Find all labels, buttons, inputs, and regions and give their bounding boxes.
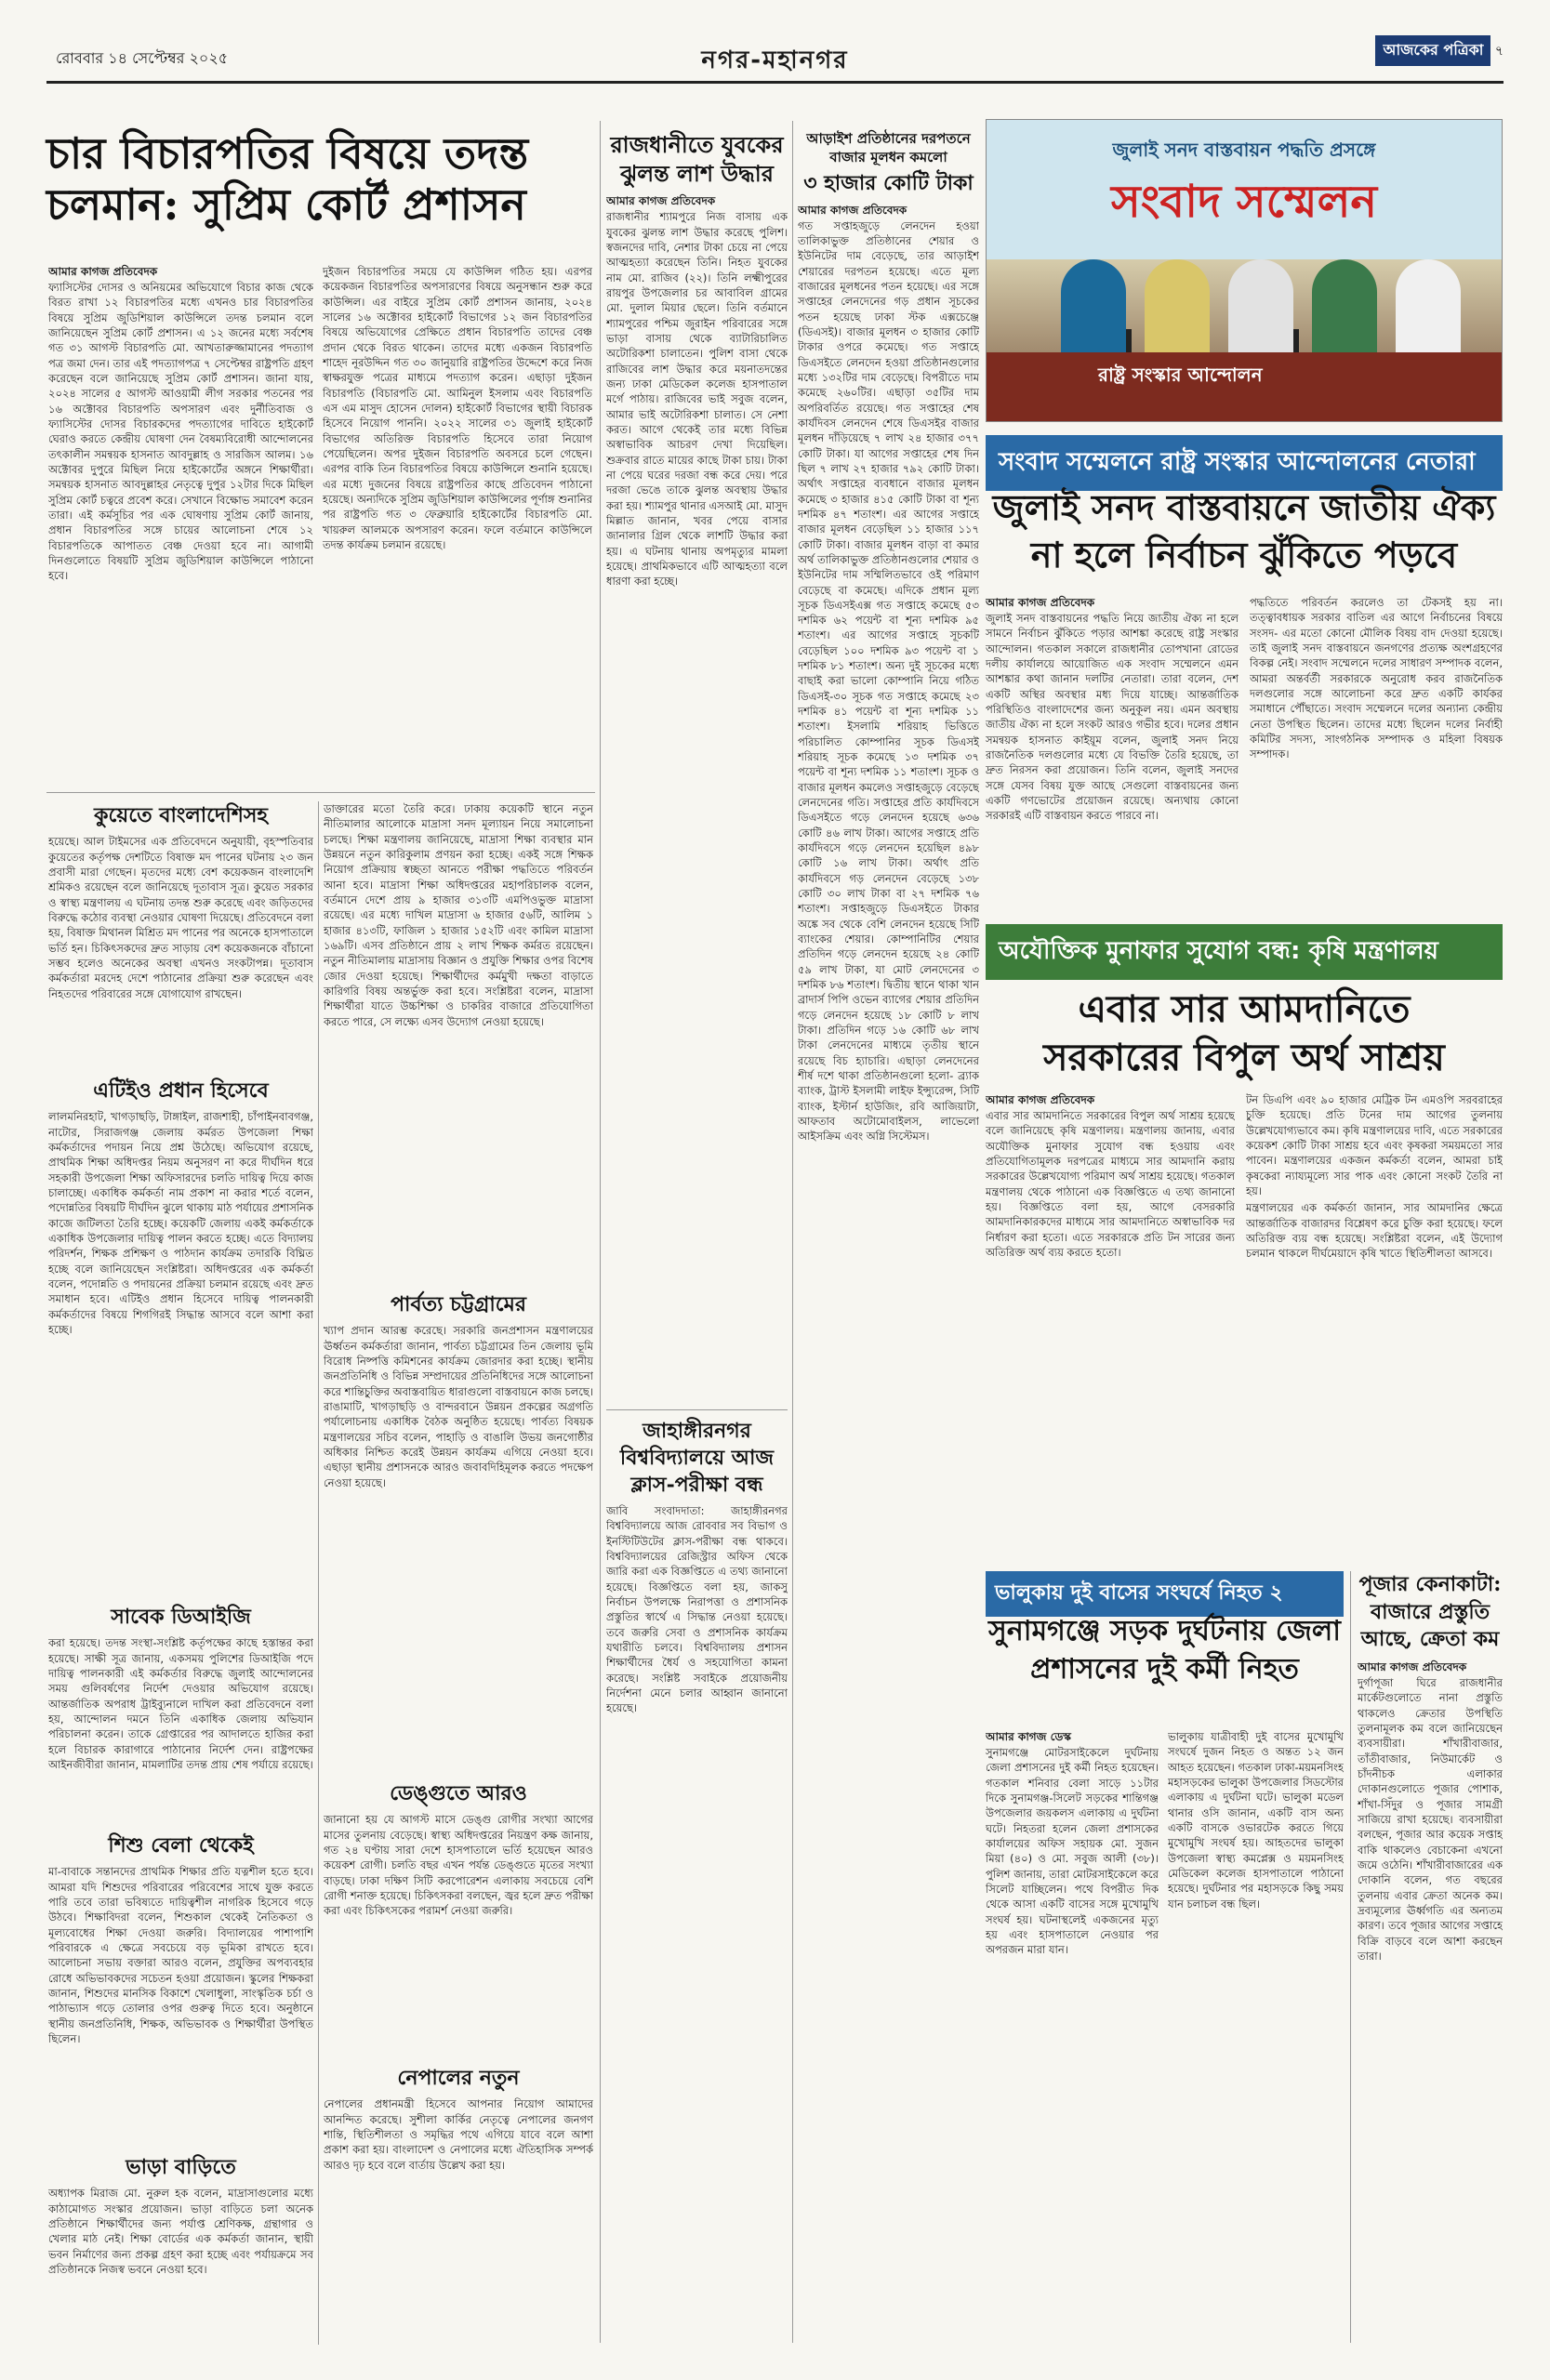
puja-story — [1358, 1659, 1503, 2310]
rent-subhead: ভাড়া বাড়িতে — [126, 2155, 236, 2179]
fertilizer-col3-text: মন্ত্রণালয়ের এক কর্মকর্তা জানান, সার আমদানির ক্ষেত্রে আন্তর্জাতিক বাজারদর বিশ্লেষণ করে চুক্তি করা হয়েছে। ফলে অতিরিক্ত ব্যয় বন্ধ হয়েছে। সংশ্লিষ্টরা বলেন, এই উদ্যোগ চলমান থাকলে দীর্ঘমেয়াদে কৃষি খাতে স্থিতিশীলতা আসবে। — [1246, 1201, 1503, 1261]
dig-subhead: সাবেক ডিআইজি — [111, 1605, 251, 1629]
col5 — [798, 130, 979, 1971]
child-subhead: শিশু বেলা থেকেই — [108, 1833, 254, 1858]
july-headline-line2: না হলে নির্বাচন ঝুঁকিতে পড়বে — [1030, 534, 1458, 576]
divider — [792, 121, 793, 2343]
dengue-body: জানানো হয় যে আগস্ট মাসে ডেঙ্গু রোগীর সংখ্যা আগের মাসের তুলনায় বেড়েছে। স্বাস্থ্য অধিদপ্তরের নিয়ন্ত্রণ কক্ষ জানায়, গত ২৪ ঘণ্টায় সারা দেশে হাসপাতালে ভর্তি হয়েছেন আরও কয়েকশ রোগী। চলতি বছর এখন পর্যন্ত ডেঙ্গুতে মৃতের সংখ্যা বাড়ছে। ঢাকা দক্ষিণ সিটি করপোরেশন এলাকায় সবচেয়ে বেশি রোগী শনাক্ত হয়েছে। চিকিৎসকরা বলছেন, জ্বর হলে দ্রুত পরীক্ষা করা এবং চিকিৎসকের পরামর্শ নেওয়া জরুরি। — [324, 1813, 593, 1918]
rent-body: অধ্যাপক মিরাজ মো. নুরুল হক বলেন, মাদ্রাসাগুলোর মধ্যে কাঠামোগত সংস্কার প্রয়োজন। ভাড়া বাড়িতে চলা অনেক প্রতিষ্ঠানে শিক্ষার্থীদের জন্য পর্যাপ্ত শ্রেণিকক্ষ, গ্রন্থাগার ও খেলার মাঠ নেই। শিক্ষা বোর্ডের এক কর্মকর্তা জানান, স্থায়ী ভবন নির্মাণের জন্য প্রকল্প গ্রহণ করা হচ্ছে এবং পর্যায়ক্রমে সব প্রতিষ্ঠানকে নিজস্ব ভবনে নেওয়া হবে। — [48, 2187, 313, 2276]
lead-col2 — [323, 264, 592, 785]
hill-body: খ্যাপ প্রদান আরম্ভ করেছে। সরকারি জনপ্রশাসন মন্ত্রণালয়ের ঊর্ধ্বতন কর্মকর্তারা জানান, পার্বত্য চট্টগ্রামের তিন জেলায় ভূমি বিরোধ নিষ্পত্তি কমিশনের কার্যক্রম জোরদার করা হচ্ছে। স্থানীয় জনপ্রতিনিধি ও বিভিন্ন সম্প্রদায়ের প্রতিনিধিদের সঙ্গে আলোচনা করে শান্তিচুক্তির অবাস্তবায়িত ধারাগুলো বাস্তবায়নে কাজ চলছে। রাঙামাটি, খাগড়াছড়ি ও বান্দরবানে উন্নয়ন প্রকল্পের অগ্রগতি পর্যালোচনায় একাধিক বৈঠক অনুষ্ঠিত হয়েছে। পার্বত্য বিষয়ক মন্ত্রণালয়ের সচিব বলেন, পাহাড়ি ও বাঙালি উভয় জনগোষ্ঠীর অধিকার নিশ্চিত করেই উন্নয়ন কার্যক্রম এগিয়ে নেওয়া হবে। এছাড়া স্থানীয় প্রশাসনকে আরও জবাবদিহিমূলক করতে পদক্ষেপ নেওয়া হয়েছে। — [324, 1324, 593, 1489]
bus-col1-text: সুনামগঞ্জে মোটরসাইকেলে দুর্ঘটনায় জেলা প্রশাসনের দুই কর্মী নিহত হয়েছেন। গতকাল শনিবার বেলা সাড়ে ১১টার দিকে সুনামগঞ্জ-সিলেট সড়কের শান্তিগঞ্জ উপজেলার জয়কলস এলাকায় এ দুর্ঘটনা ঘটে। নিহতরা হলেন জেলা প্রশাসকের কার্যালয়ের অফিস সহায়ক মো. সুজন মিয়া (৪০) ও মো. সবুজ আলী (৩৮)। পুলিশ জানায়, তারা মোটরসাইকেলে করে সিলেট যাচ্ছিলেন। পথে বিপরীত দিক থেকে আসা একটি বাসের সঙ্গে মুখোমুখি সংঘর্ষ হয়। ঘটনাস্থলেই একজনের মৃত্যু হয় এবং হাসপাতালে নেওয়ার পর অপরজন মারা যান। — [986, 1746, 1159, 1957]
market-byline: আমার কাগজ প্রতিবেদক — [798, 203, 907, 217]
market-kicker: আড়াইশ প্রতিষ্ঠানের দরপতনে বাজার মূলধন কমলো — [806, 130, 971, 165]
hanging-body: রাজধানীর শ্যামপুরে নিজ বাসায় এক যুবকের ঝুলন্ত লাশ উদ্ধার করেছে পুলিশ। স্বজনদের দাবি, নেশার টাকা চেয়ে না পেয়ে আত্মহত্যা করেছেন তিনি। নিহত যুবকের নাম মো. রাজিব (২২)। তিনি লক্ষ্মীপুরের রায়পুর উপজেলার চর আবাবিল গ্রামের মো. দুলাল মিয়ার ছেলে। তিনি বর্তমানে শ্যামপুরের পশ্চিম জুরাইন পরিবারের সঙ্গে ভাড়া বাসায় থেকে ব্যাটারিচালিত অটোরিকশা চালাতেন। পুলিশ বাসা থেকে রাজিবের লাশ উদ্ধার করে ময়নাতদন্তের জন্য ঢাকা মেডিকেল কলেজ হাসপাতাল মর্গে পাঠায়। রাজিবের ভাই সবুজ বলেন, আমার ভাই অটোরিকশা চালাত। সে নেশা করত। আগে থেকেই তার মধ্যে বিভিন্ন অস্বাভাবিক আচরণ দেখা দিয়েছিল। শুক্রবার রাতে মায়ের কাছে টাকা চায়। টাকা না পেয়ে ঘরের দরজা বন্ধ করে দেয়। পরে দরজা ভেঙে তাকে ঝুলন্ত অবস্থায় উদ্ধার করা হয়। শ্যামপুর থানার এসআই মো. মাসুদ মিল্লাত জানান, খবর পেয়ে বাসার জানালার গ্রিল থেকে লাশটি উদ্ধার করা হয়। এ ঘটনায় থানায় অপমৃত্যুর মামলা হয়েছে। প্রাথমিকভাবে এটি আত্মহত্যা বলে ধারণা করা হচ্ছে। — [606, 210, 788, 588]
kuwait-subhead: কুয়েতে বাংলাদেশিসহ — [94, 803, 268, 827]
issue-date: রোববার ১৪ সেপ্টেম্বর ২০২৫ — [56, 49, 229, 67]
section-title: নগর-মহানগর — [701, 46, 849, 74]
fertilizer-byline: আমার কাগজ প্রতিবেদক — [986, 1093, 1095, 1106]
fertilizer-col1-text: এবার সার আমদানিতে সরকারের বিপুল অর্থ সাশ্রয় হয়েছে বলে জানিয়েছে কৃষি মন্ত্রণালয়। মন্ত্রণালয় জানায়, এবার অযৌক্তিক মুনাফার সুযোগ বন্ধ হওয়ায় এবং প্রতিযোগিতামূলক দরপত্রের মাধ্যমে সার আমদানি করায় সরকারের উল্লেখযোগ্য পরিমাণ অর্থ সাশ্রয় হয়েছে। গতকাল মন্ত্রণালয় থেকে পাঠানো এক বিজ্ঞপ্তিতে এ তথ্য জানানো হয়। বিজ্ঞপ্তিতে বলা হয়, আগে বেসরকারি আমদানিকারকদের মাধ্যমে সার আমদানিতে অস্বাভাবিক দর নির্ধারণ করা হতো। এতে সরকারকে প্রতি টন সারের জন্য অতিরিক্ত অর্থ ব্যয় করতে হতো। — [986, 1109, 1235, 1259]
dengue-subhead: ডেঙ্গুতে আরও — [390, 1781, 527, 1805]
market-body: গত সপ্তাহজুড়ে লেনদেন হওয়া তালিকাভুক্ত প্রতিষ্ঠানের শেয়ার ও ইউনিটের দাম বেড়েছে, তার আড়াইশ শেয়ারের দরপতন হয়েছে। এতে মূল্য বাজারের মূলধনের পতন হয়েছে। এর সঙ্গে সপ্তাহের লেনদেনের গড় প্রধান সূচকের পতন হয়েছে ঢাকা স্টক এক্সচেঞ্জে (ডিএসই)। বাজার মূলধন ৩ হাজার কোটি টাকার ওপরে কমেছে। গত সপ্তাহে ডিএসইতে লেনদেন হওয়া প্রতিষ্ঠানগুলোর মধ্যে ১৩২টির দাম বেড়েছে। বিপরীতে দাম কমেছে ২৬০টির। এছাড়া ৩৫টির দাম অপরিবর্তিত রয়েছে। গত সপ্তাহের শেষ কার্যদিবস লেনদেন শেষে ডিএসইর বাজার মূলধন দাঁড়িয়েছে ৭ লাখ ২৪ হাজার ৩৭৭ কোটি টাকা। যা আগের সপ্তাহের শেষ দিন ছিল ৭ লাখ ২৭ হাজার ৭৯২ কোটি টাকা। অর্থাৎ সপ্তাহের ব্যবধানে বাজার মূলধন কমেছে ৩ হাজার ৪১৫ কোটি টাকা বা শূন্য দশমিক ৪৭ শতাংশ। এর আগের সপ্তাহে বাজার মূলধন বেড়েছিল ১১ হাজার ১১৭ কোটি টাকা। বাজার মূলধন বাড়া বা কমার অর্থ তালিকাভুক্ত প্রতিষ্ঠানগুলোর শেয়ার ও ইউনিটের দাম সম্মিলিতভাবে ওই পরিমাণ বেড়েছে বা কমেছে। এদিকে প্রধান মূল্য সূচক ডিএসইএক্স গত সপ্তাহে কমেছে ৫৩ দশমিক ৬২ পয়েন্ট বা শূন্য দশমিক ৯৫ শতাংশ। এর আগের সপ্তাহে সূচকটি বেড়েছিল ১০০ দশমিক ৯৩ পয়েন্ট বা ১ দশমিক ৮১ শতাংশ। অন্য দুই সূচকের মধ্যে বাছাই করা ভালো কোম্পানি নিয়ে গঠিত ডিএসই-৩০ সূচক গত সপ্তাহে কমেছে ২৩ দশমিক ৪১ পয়েন্ট বা শূন্য দশমিক ১১ শতাংশ। ইসলামি শরিয়াহ ভিত্তিতে পরিচালিত কোম্পানির সূচক ডিএসই শরিয়াহ সূচক কমেছে ১৩ দশমিক ৩৭ পয়েন্ট বা শূন্য দশমিক ১১ শতাংশ। সূচক ও বাজার মূলধন কমলেও সপ্তাহজুড়ে বেড়েছে লেনদেনের গতি। সপ্তাহের প্রতি কার্যদিবসে ডিএসইতে গড়ে লেনদেন হয়েছে ৬৩৬ কোটি ৪৬ লাখ টাকা। আগের সপ্তাহে প্রতি কার্যদিবসে গড়ে লেনদেন হয়েছিল ৪৯৮ কোটি ১৬ লাখ টাকা। অর্থাৎ প্রতি কার্যদিবসে গড় লেনদেন বেড়েছে ১৩৮ কোটি ৩০ লাখ টাকা বা ২৭ দশমিক ৭৬ শতাংশ। সপ্তাহজুড়ে ডিএসইতে টাকার অঙ্কে সব থেকে বেশি লেনদেন হয়েছে সিটি ব্যাংকের শেয়ার। কোম্পানিটির শেয়ার প্রতিদিন গড়ে লেনদেন হয়েছে ২৪ কোটি ৫৯ লাখ টাকা, যা মোট লেনদেনের ৩ দশমিক ৮৬ শতাংশ। দ্বিতীয় স্থানে থাকা খান ব্রাদার্স পিপি ওভেন ব্যাগের শেয়ার প্রতিদিন গড়ে লেনদেন হয়েছে ১৮ কোটি ৮ লাখ টাকা। প্রতিদিন গড়ে ১৬ কোটি ৬৮ লাখ টাকা লেনদেনের মাধ্যমে তৃতীয় স্থানে রয়েছে বিচ হ্যাচারি। এছাড়া লেনদেনের শীর্ষ দশে থাকা প্রতিষ্ঠানগুলো হলো- ব্র্যাক ব্যাংক, ট্রাস্ট ইসলামী লাইফ ইন্স্যুরেন্স, সিটি ব্যাংক, ইস্টার্ন হাউজিং, রবি আজিয়াটা, আফতাব অটোমোবাইলস, লাভেলো আইসক্রিম এবং অগ্নি সিস্টেমস। — [798, 218, 979, 1144]
divider — [600, 121, 601, 2343]
fertilizer-col1 — [986, 1092, 1235, 1557]
madrasa-story — [324, 801, 593, 1285]
july-col1 — [986, 595, 1239, 911]
july-byline: আমার কাগজ প্রতিবেদক — [986, 596, 1095, 609]
puja-byline: আমার কাগজ প্রতিবেদক — [1358, 1660, 1467, 1674]
page-header — [46, 28, 1504, 84]
july-banner: সংবাদ সম্মেলনে রাষ্ট্র সংস্কার আন্দোলনের নেতারা — [986, 435, 1503, 491]
lead-headline — [46, 128, 595, 231]
ateo-subhead: এটিইও প্রধান হিসেবে — [93, 1078, 269, 1103]
dengue-story — [324, 1779, 593, 2058]
dig-story — [48, 1603, 313, 1826]
lead-col1-text: ফ্যাসিস্টের দোসর ও অনিয়মের অভিযোগে বিচার কাজ থেকে বিরত রাখা ১২ বিচারপতির মধ্যে এখনও চার বিচারপতির বিষয়ে সুপ্রিম জুডিশিয়াল কাউন্সিলে তদন্ত চলমান বলে জানিয়েছেন সুপ্রিম কোর্ট প্রশাসন। এ ১২ জনের মধ্যে সর্বশেষ গত ৩১ আগস্ট বিচারপতি মো. আখতারুজ্জামানের পদত্যাগ পত্র জমা দেন। তার এই পদত্যাগপত্র ৭ সেপ্টেম্বর রাষ্ট্রপতি গ্রহণ করেছেন বলে জানিয়েছে সুপ্রিম কোর্ট প্রশাসন। জানা যায়, ২০২৪ সালের ৫ আগস্ট আওয়ামী লীগ সরকার পতনের পর ১৬ অক্টোবর বিচারপতি অপসারণ এবং দুর্নীতিবাজ ও ফ্যাসিস্টের দোসর বিচারকদের পদত্যাগের দাবিতে হাইকোর্ট ঘেরাও করতে কেন্দ্রীয় ঘোষণা দেন বৈষম্যবিরোধী আন্দোলনের তৎকালীন সমন্বয়ক হাসনাত আবদুল্লাহ ও সারজিস আলম। ১৬ অক্টোবর দুপুরে মিছিল নিয়ে হাইকোর্টের অঙ্গনে শিক্ষার্থীরা। সমন্বয়ক হাসনাত আবদুল্লাহর নেতৃত্বে দুপুর ১২টার দিকে মিছিল সুপ্রিম কোর্ট চত্বরে প্রবেশ করে। সেখানে বিক্ষোভ সমাবেশ করেন তারা। এই কর্মসূচির পর এক ঘোষণায় সুপ্রিম কোর্ট জানায়, প্রধান বিচারপতির সঙ্গে চায়ের আলোচনা শেষে ১২ বিচারপতিকে আপাতত বেঞ্চ দেওয়া হবে না। আগামী দিনগুলোতে বিষয়টি সুপ্রিম জুডিশিয়াল কাউন্সিলে পাঠানো হবে। — [48, 281, 313, 583]
fertilizer-col2-text: টন ডিএপি এবং ৯০ হাজার মেট্রিক টন এমওপি সরবরাহের চুক্তি হয়েছে। প্রতি টনের দাম আগের তুলনায় উল্লেখযোগ্যভাবে কম। কৃষি মন্ত্রণালয়ের দাবি, এতে সরকারের কয়েকশ কোটি টাকা সাশ্রয় হবে এবং কৃষকরা সময়মতো সার পাবেন। মন্ত্রণালয়ের একজন কর্মকর্তা বলেন, আমরা চাই কৃষকেরা ন্যায্যমূল্যে সার পাক এবং কোনো সংকট তৈরি না হয়। — [1246, 1093, 1503, 1197]
kuwait-text-a — [48, 801, 313, 1071]
bus-byline: আমার কাগজ ডেস্ক — [986, 1730, 1071, 1743]
market-story — [798, 203, 979, 1895]
puja-headline: পূজার কেনাকাটা: বাজারে প্রস্তুতি আছে, ক্রেতা কম — [1358, 1572, 1502, 1652]
fertilizer-headline — [986, 985, 1503, 1082]
col4 — [606, 130, 788, 2343]
dig-body: করা হয়েছে। তদন্ত সংস্থা-সংশ্লিষ্ট কর্তৃপক্ষের কাছে হস্তান্তর করা হয়েছে। সাক্ষী সূত্র জানায়, একসময় পুলিশের ডিআইজি পদে দায়িত্ব পালনকারী এই কর্মকর্তার বিরুদ্ধে জুলাই আন্দোলনের সময় গুলিবর্ষণের নির্দেশ দেওয়ার অভিযোগ রয়েছে। আন্তর্জাতিক অপরাধ ট্রাইব্যুনালে দাখিল করা প্রতিবেদনে বলা হয়, আন্দোলন দমনে তিনি একাধিক জেলায় অভিযান পরিচালনা করেন। তাকে গ্রেপ্তারের পর আদালতে হাজির করা হলে বিচারক কারাগারে পাঠানোর নির্দেশ দেন। রাষ্ট্রপক্ষের আইনজীবীরা জানান, মামলাটির তদন্ত প্রায় শেষ পর্যায়ে রয়েছে। — [48, 1636, 313, 1771]
photo-table-banner: রাষ্ট্র সংস্কার আন্দোলন — [1098, 364, 1263, 386]
hanging-byline: আমার কাগজ প্রতিবেদক — [606, 194, 716, 208]
bus-col2-text: ভালুকায় যাত্রীবাহী দুই বাসের মুখোমুখি সংঘর্ষে দুজন নিহত ও অন্তত ১২ জন আহত হয়েছেন। গতকাল ঢাকা-ময়মনসিংহ মহাসড়কের ভালুকা উপজেলার সিডস্টোর এলাকায় এ দুর্ঘটনা ঘটে। ভালুকা মডেল থানার ওসি জানান, একটি বাস অন্য একটি বাসকে ওভারটেক করতে গিয়ে মুখোমুখি সংঘর্ষ হয়। আহতদের ভালুকা উপজেলা স্বাস্থ্য কমপ্লেক্স ও ময়মনসিংহ মেডিকেল কলেজ হাসপাতালে পাঠানো হয়েছে। দুর্ঘটনার পর মহাসড়কে কিছু সময় যান চলাচল বন্ধ ছিল। — [1168, 1730, 1344, 1911]
divider — [1350, 1571, 1351, 2343]
ju-headline: জাহাঙ্গীরনগর বিশ্ববিদ্যালয়ে আজ ক্লাস-পরীক্ষা বন্ধ — [619, 1419, 775, 1497]
july-headline-line1: জুলাই সনদ বাস্তবায়নে জাতীয় ঐক্য — [992, 486, 1496, 528]
kuwait-body: হয়েছে। আল টাইমসের এক প্রতিবেদনে অনুযায়ী, বৃহস্পতিবার কুয়েতের কর্তৃপক্ষ দেশটিতে বিষাক্ত মদ পানের ঘটনায় ২৩ জন প্রবাসী মারা গেছেন। মৃতদের মধ্যে বেশ কয়েকজন বাংলাদেশি শ্রমিকও রয়েছেন বলে জানিয়েছে দূতাবাস সূত্র। কুয়েত সরকার ও স্বাস্থ্য মন্ত্রণালয় এ ঘটনায় তদন্ত শুরু করেছে এবং জড়িতদের বিরুদ্ধে কঠোর ব্যবস্থা নেওয়ার ঘোষণা দিয়েছে। প্রতিবেদনে বলা হয়, বিষাক্ত মিথানল মিশ্রিত মদ পানের পর অনেকে হাসপাতালে ভর্তি হন। চিকিৎসকদের দ্রুত সাড়ায় বেশ কয়েকজনকে বাঁচানো সম্ভব হলেও অনেকের অবস্থা এখনও সংকটাপন্ন। দূতাবাস কর্মকর্তারা মরদেহ দেশে পাঠানোর প্রক্রিয়া শুরু করেছেন এবং নিহতদের পরিবারের সঙ্গে যোগাযোগ রাখছেন। — [48, 835, 313, 1000]
fertilizer-col2 — [1246, 1092, 1503, 1557]
hill-subhead: পার্বত্য চট্টগ্রামের — [391, 1292, 526, 1316]
bus-banner: ভালুকায় দুই বাসের সংঘর্ষে নিহত ২ — [986, 1571, 1344, 1617]
photo-backdrop-caption: জুলাই সনদ বাস্তবায়ন পদ্ধতি প্রসঙ্গে — [1112, 139, 1376, 161]
nepal-subhead: নেপালের নতুন — [397, 2066, 520, 2090]
rent-story — [48, 2153, 313, 2320]
divider — [46, 792, 595, 793]
lead-headline-line2: চলমান: সুপ্রিম কোর্ট প্রশাসন — [46, 179, 526, 231]
center-body-column — [324, 801, 593, 2345]
lead-col2-text: দুইজন বিচারপতির সময়ে যে কাউন্সিল গঠিত হয়। এরপর কয়েকজন বিচারপতির অপসারণের বিষয়ে অনুসন্ধান শুরু করে কাউন্সিল। এর বাইরে সুপ্রিম কোর্ট প্রশাসন জানায়, ২০২৪ সালের ১৬ অক্টোবর হাইকোর্ট বিভাগের ১২ জন বিচারপতির বিষয়ে অভিযোগের প্রেক্ষিতে প্রধান বিচারপতি তাদের বেঞ্চ প্রদান থেকে বিরত থাকেন। তাদের মধ্যে একজন বিচারপতি শাহেদ নূরউদ্দিন গত ৩০ জানুয়ারি রাষ্ট্রপতির উদ্দেশে করে নিজ স্বাক্ষরযুক্ত পত্রের মাধ্যমে পদত্যাগ করেন। এছাড়া দুইজন বিচারপতি (বিচারপতি মো. আমিনুল ইসলাম এবং বিচারপতি এস এম মাসুদ হোসেন দোলন) হাইকোর্ট বিভাগের স্থায়ী বিচারক হিসেবে নিয়োগ পাননি। ২০২২ সালের ৩১ জুলাই হাইকোর্ট বিভাগের অতিরিক্ত বিচারপতি হিসেবে তারা নিয়োগ পেয়েছিলেন। অপর দুইজন বিচারপতি অবসরে চলে গেছেন। এরপর বাকি তিন বিচারপতির বিষয়ে কাউন্সিলে শুনানি হয়েছে। এর মধ্যে দুজনের বিষয়ে রাষ্ট্রপতির কাছে প্রতিবেদন পাঠানো হয়েছে। অন্যদিকে সুপ্রিম জুডিশিয়াল কাউন্সিলের পূর্ণাঙ্গ শুনানির পর রাষ্ট্রপতি গত ৩ ফেব্রুয়ারি হাইকোর্টের বিচারপতি মো. খায়রুল আলমকে অপসারণ করেন। ফলে বর্তমানে কাউন্সিলে তদন্ত কার্যক্রম চলমান রয়েছে। — [323, 265, 592, 551]
puja-body: দুর্গাপূজা ঘিরে রাজধানীর মার্কেটগুলোতে নানা প্রস্তুতি থাকলেও ক্রেতার উপস্থিতি তুলনামূলক কম বলে জানিয়েছেন ব্যবসায়ীরা। শাঁখারীবাজার, তাঁতীবাজার, নিউমার্কেট ও চাঁদনীচক এলাকার দোকানগুলোতে পূজার পোশাক, শাঁখা-সিঁদুর ও পূজার সামগ্রী সাজিয়ে রাখা হয়েছে। ব্যবসায়ীরা বলছেন, পূজার আর কয়েক সপ্তাহ বাকি থাকলেও বেচাকেনা এখনো জমে ওঠেনি। শাঁখারীবাজারের এক দোকানি বলেন, গত বছরের তুলনায় এবার ক্রেতা অনেক কম। দ্রব্যমূল্যের ঊর্ধ্বগতি এর অন্যতম কারণ। তবে পূজার আগের সপ্তাহে বিক্রি বাড়বে বলে আশা করছেন তারা। — [1358, 1676, 1503, 1963]
photo-backdrop-title: সংবাদ সম্মেলন — [1111, 176, 1377, 228]
july-col2 — [1250, 595, 1503, 911]
page-number: ৭ — [1494, 44, 1504, 59]
masthead-logo — [1375, 35, 1504, 66]
puja-column — [1358, 1571, 1503, 2343]
bus-headline: সুনামগঞ্জে সড়ক দুর্ঘটনায় জেলা প্রশাসনের দুই কর্মী নিহত — [988, 1615, 1341, 1686]
lead-headline-line1: চার বিচারপতির বিষয়ে তদন্ত — [46, 128, 529, 178]
lead-col1 — [48, 264, 313, 785]
bus-col1 — [986, 1729, 1159, 2343]
lead-byline: আমার কাগজ প্রতিবেদক — [48, 265, 158, 278]
madrasa-body: ডাক্তারের মতো তৈরি করে। ঢাকায় কয়েকটি স্থানে নতুন নীতিমালার আলোকে মাদ্রাসা সনদ মূল্যায়ন নিয়ে সমালোচনা চলছে। শিক্ষা মন্ত্রণালয় জানিয়েছে, মাদ্রাসা শিক্ষা ব্যবস্থার মান উন্নয়নে নতুন কারিকুলাম প্রণয়ন করা হচ্ছে। একই সঙ্গে শিক্ষক নিয়োগ প্রক্রিয়ায় স্বচ্ছতা আনতে পরীক্ষা পদ্ধতিতে পরিবর্তন আনা হবে। মাদ্রাসা শিক্ষা অধিদপ্তরের মহাপরিচালক বলেন, বর্তমানে দেশে প্রায় ৯ হাজার ৩১৩টি এমপিওভুক্ত মাদ্রাসা রয়েছে। এর মধ্যে দাখিল মাদ্রাসা ৬ হাজার ৫৬টি, আলিম ১ হাজার ৪১৩টি, ফাজিল ১ হাজার ১৫২টি এবং কামিল মাদ্রাসা ১৬৯টি। এসব প্রতিষ্ঠানে প্রায় ২ লাখ শিক্ষক কর্মরত রয়েছেন। নতুন নীতিমালায় মাদ্রাসায় বিজ্ঞান ও প্রযুক্তি শিক্ষার ওপর বিশেষ জোর দেওয়া হয়েছে। শিক্ষার্থীদের কর্মমুখী দক্ষতা বাড়াতে কারিগরি বিষয় অন্তর্ভুক্ত করা হবে। সংশ্লিষ্টরা বলেন, মাদ্রাসা শিক্ষার্থীরা যাতে উচ্চশিক্ষা ও চাকরির বাজারে প্রতিযোগিতা করতে পারে, সে লক্ষ্যে এসব উদ্যোগ নেওয়া হয়েছে। — [324, 802, 593, 1028]
divider — [606, 1409, 788, 1410]
ateo-story — [48, 1077, 313, 1597]
hanging-story — [606, 193, 788, 1402]
left-body-column — [48, 801, 313, 2345]
july-col2-text: পদ্ধতিতে পরিবর্তন করলেও তা টেকসই হয় না। তত্ত্বাবধায়ক সরকার বাতিল এর আগে নির্বাচনের বিষয়ে সংসদ- এর মতো কোনো মৌলিক বিষয় বাদ দেওয়া হয়েছে। তাই জুলাই সনদ বাস্তবায়নে জনগণের প্রত্যক্ষ অংশগ্রহণের বিকল্প নেই। সংবাদ সম্মেলনে দলের সাধারণ সম্পাদক বলেন, আমরা অন্তর্বর্তী সরকারকে অনুরোধ করব রাজনৈতিক দলগুলোর সঙ্গে আলোচনা করে দ্রুত একটি কার্যকর সমাধানে পৌঁছাতে। সংবাদ সম্মেলনে দলের অন্যান্য কেন্দ্রীয় নেতা উপস্থিত ছিলেন। তাদের মধ্যে ছিলেন দলের নির্বাহী কমিটির সদস্য, সাংগঠনিক সম্পাদক ও মহিলা বিষয়ক সম্পাদক। — [1250, 596, 1503, 761]
bus-col2 — [1168, 1729, 1344, 2343]
july-headline — [986, 483, 1503, 579]
child-story — [48, 1831, 313, 2148]
press-conference-photo — [986, 119, 1503, 422]
ju-story — [606, 1503, 788, 2247]
nepal-story — [324, 2064, 593, 2306]
market-headline: ৩ হাজার কোটি টাকা — [803, 171, 974, 195]
ju-body: জাবি সংবাদদাতা: জাহাঙ্গীরনগর বিশ্ববিদ্যালয়ে আজ রোববার সব বিভাগ ও ইনস্টিটিউটের ক্লাস-পরীক্ষা বন্ধ থাকবে। বিশ্ববিদ্যালয়ের রেজিস্ট্রার অফিস থেকে জারি করা এক বিজ্ঞপ্তিতে এ তথ্য জানানো হয়েছে। বিজ্ঞপ্তিতে বলা হয়, জাকসু নির্বাচন উপলক্ষে নিরাপত্তা ও প্রশাসনিক প্রস্তুতির স্বার্থে এ সিদ্ধান্ত নেওয়া হয়েছে। তবে জরুরি সেবা ও প্রশাসনিক কার্যক্রম যথারীতি চলবে। বিশ্ববিদ্যালয় প্রশাসন শিক্ষার্থীদের ধৈর্য ও সহযোগিতা কামনা করেছে। সংশ্লিষ্ট সবাইকে প্রয়োজনীয় নির্দেশনা মেনে চলার আহ্বান জানানো হয়েছে। — [606, 1504, 788, 1715]
hill-story — [324, 1290, 593, 1774]
hanging-headline: রাজধানীতে যুবকের ঝুলন্ত লাশ উদ্ধার — [610, 131, 784, 188]
fertilizer-headline-line1: এবার সার আমদানিতে — [1078, 987, 1411, 1031]
ateo-body: লালমনিরহাট, খাগড়াছড়ি, টাঙ্গাইল, রাজশাহী, চাঁপাইনবাবগঞ্জ, নাটোর, সিরাজগঞ্জ জেলায় কর্মরত উপজেলা শিক্ষা কর্মকর্তাদের পদায়ন নিয়ে প্রশ্ন উঠেছে। অভিযোগ রয়েছে, প্রাথমিক শিক্ষা অধিদপ্তর নিয়ম অনুসরণ না করে দীর্ঘদিন ধরে সহকারী উপজেলা শিক্ষা অফিসারদের চলতি দায়িত্ব দিয়ে কাজ চালাচ্ছে। একাধিক কর্মকর্তা নাম প্রকাশ না করার শর্তে বলেন, পদোন্নতির বিষয়টি দীর্ঘদিন ঝুলে থাকায় মাঠ পর্যায়ের প্রশাসনিক কাজে জটিলতা তৈরি হচ্ছে। কয়েকটি জেলায় একই কর্মকর্তাকে একাধিক উপজেলার দায়িত্ব পালন করতে হচ্ছে। এতে বিদ্যালয় পরিদর্শন, শিক্ষক প্রশিক্ষণ ও পাঠদান কার্যক্রম তদারকি বিঘ্নিত হচ্ছে বলে জানিয়েছেন সংশ্লিষ্টরা। অধিদপ্তরের এক কর্মকর্তা বলেন, পদোন্নতি ও পদায়নের প্রক্রিয়া চলমান রয়েছে এবং দ্রুত সমাধান হবে। এটিইও প্রধান হিসেবে দায়িত্ব পালনকারী কর্মকর্তাদের বিষয়ে শিগগিরই সিদ্ধান্ত আসবে বলে আশা করা হচ্ছে। — [48, 1110, 313, 1336]
divider — [318, 801, 319, 2345]
fertilizer-banner: অযৌক্তিক মুনাফার সুযোগ বন্ধ: কৃষি মন্ত্রণালয় — [986, 924, 1503, 980]
fertilizer-headline-line2: সরকারের বিপুল অর্থ সাশ্রয় — [1043, 1036, 1445, 1079]
paper-name: আজকের পত্রিকা — [1375, 35, 1490, 66]
child-body: মা-বাবাকে সন্তানদের প্রাথমিক শিক্ষার প্রতি যত্নশীল হতে হবে। আমরা যদি শিশুদের পরিবারের পরিবেশের সাথে যুক্ত করতে পারি তবে তারা ভবিষ্যতে দায়িত্বশীল নাগরিক হিসেবে গড়ে উঠবে। শিক্ষাবিদরা বলেন, শিশুকাল থেকেই নৈতিকতা ও মূল্যবোধের শিক্ষা দেওয়া জরুরি। বিদ্যালয়ের পাশাপাশি পরিবারকে এ ক্ষেত্রে সবচেয়ে বড় ভূমিকা রাখতে হবে। আলোচনা সভায় বক্তারা আরও বলেন, প্রযুক্তির অপব্যবহার রোধে অভিভাবকদের সচেতন হওয়া প্রয়োজন। স্কুলের শিক্ষকরা জানান, শিশুদের মানসিক বিকাশে খেলাধুলা, সাংস্কৃতিক চর্চা ও পাঠাভ্যাস গড়ে তোলার ওপর গুরুত্ব দিতে হবে। অনুষ্ঠানে স্থানীয় জনপ্রতিনিধি, শিক্ষক, অভিভাবক ও শিক্ষার্থীরা উপস্থিত ছিলেন। — [48, 1865, 313, 2045]
july-col1-text: জুলাই সনদ বাস্তবায়নের পদ্ধতি নিয়ে জাতীয় ঐক্য না হলে সামনে নির্বাচন ঝুঁকিতে পড়ার আশঙ্কা করেছে রাষ্ট্র সংস্কার আন্দোলন। গতকাল সকালে রাজধানীর তোপখানা রোডের দলীয় কার্যালয়ে আয়োজিত এক সংবাদ সম্মেলনে এমন আশঙ্কার কথা জানান দলটির নেতারা। তারা বলেন, দেশ একটি অস্থির অবস্থার মধ্য দিয়ে যাচ্ছে। আন্তর্জাতিক পরিস্থিতিও বাংলাদেশের জন্য অনুকূল নয়। এমন অবস্থায় জাতীয় ঐক্য না হলে সংকট আরও গভীর হবে। দলের প্রধান সমন্বয়ক হাসনাত কাইয়ূম বলেন, জুলাই সনদ নিয়ে রাজনৈতিক দলগুলোর মধ্যে যে বিভক্তি তৈরি হয়েছে, তা দ্রুত নিরসন করা প্রয়োজন। তিনি বলেন, জুলাই সনদের সঙ্গে যেসব বিষয় যুক্ত আছে সেগুলো বাস্তবায়নের জন্য একটি গণভোটের প্রয়োজন রয়েছে। অন্যথায় কোনো সরকারই এটি বাস্তবায়ন করতে পারবে না। — [986, 612, 1239, 823]
nepal-body: নেপালের প্রধানমন্ত্রী হিসেবে আপনার নিয়োগ আমাদের আনন্দিত করেছে। সুশীলা কার্কির নেতৃত্বে নেপালের জনগণ শান্তি, স্থিতিশীলতা ও সমৃদ্ধির পথে এগিয়ে যাবে বলে আশা প্রকাশ করা হয়। বাংলাদেশ ও নেপালের মধ্যে ঐতিহাসিক সম্পর্ক আরও দৃঢ় হবে বলে বার্তায় উল্লেখ করা হয়। — [324, 2097, 593, 2172]
